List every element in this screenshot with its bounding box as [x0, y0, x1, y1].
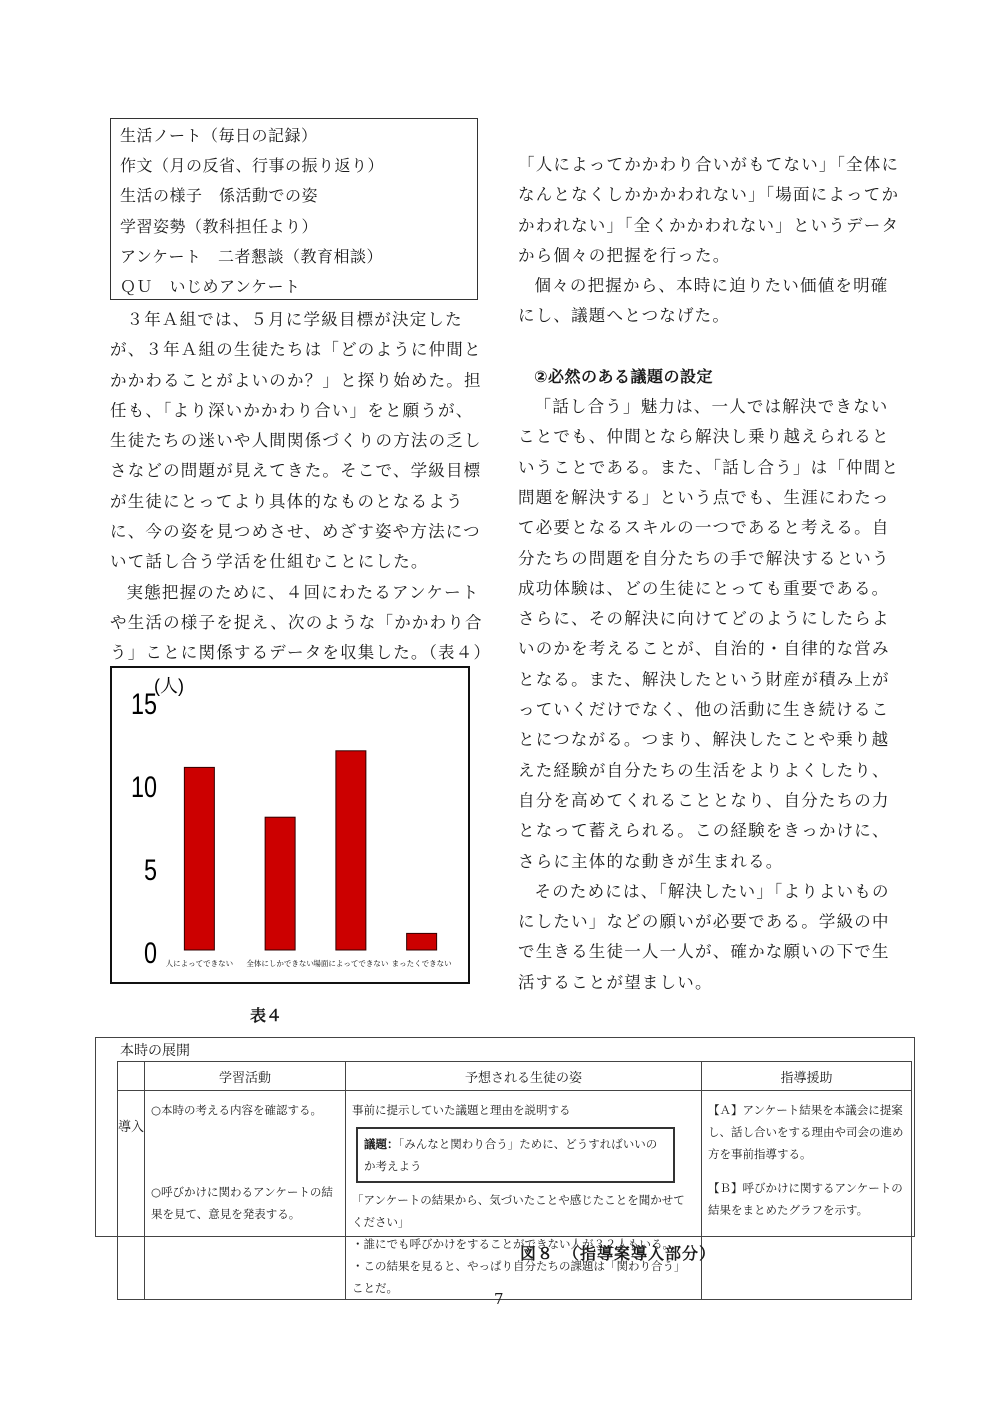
- paragraph: 実態把握のために、４回にわたるアンケートや生活の様子を捉え、次のような「かかわり合う」ことに関係するデータを収集した。（表４）: [110, 582, 492, 663]
- chart-canvas: [112, 668, 467, 981]
- data-source-line: 生活の様子 係活動での姿: [120, 186, 319, 206]
- bar-chart: [110, 666, 470, 984]
- data-source-line: 生活ノート（毎日の記録）: [120, 126, 318, 145]
- student-item: 「アンケートの結果から、気づいたことや感じたことを聞かせてください」: [352, 1193, 685, 1229]
- lesson-plan-table: [117, 1061, 912, 1300]
- table-header: 指導援助: [702, 1062, 912, 1091]
- issue-text: 「みんなと関わり合う」ために、どうすればいいのか考えよう: [364, 1137, 658, 1173]
- data-source-line: 作文（月の反省、行事の振り返り）: [120, 156, 385, 176]
- bar-3: [336, 751, 366, 950]
- right-column-text: [518, 150, 903, 998]
- table-header-row: [118, 1062, 912, 1091]
- lesson-plan-title: 本時の展開: [120, 1043, 190, 1059]
- table-row: [118, 1091, 912, 1300]
- y-unit-label: (人): [154, 676, 184, 696]
- x-category-label: まったくできない: [391, 959, 452, 968]
- stage-cell: 導入: [118, 1091, 145, 1300]
- activity-item: ○本時の考える内容を確認する。: [151, 1103, 323, 1117]
- paragraph: 「人によってかかわり合いがもてない」「全体になんとなくしかかかわれない」「場面によってかかわれない」「全くかかわれない」というデータから個々の把握を行った。: [518, 155, 900, 265]
- y-tick-label: 15: [130, 687, 157, 721]
- support-item: 【Ａ】アンケート結果を本議会に提案し、話し合いをする理由や司会の進め方を事前指導する。: [708, 1103, 904, 1161]
- issue-key: 議題：: [364, 1137, 399, 1151]
- table-caption: 表４: [250, 1006, 283, 1025]
- student-item: ・誰にでも呼びかけをすることができない人が３２人もいる。: [352, 1237, 674, 1251]
- left-column-text: [110, 305, 492, 669]
- activity-item: ○呼びかけに関わるアンケートの結果を見て、意見を発表する。: [151, 1185, 333, 1221]
- x-category-label: 人によってできない: [165, 959, 234, 968]
- y-tick-label: 10: [130, 770, 157, 804]
- data-source-line: 学習姿勢（教科担任より）: [120, 216, 319, 236]
- table-header-empty: [118, 1062, 145, 1091]
- paragraph: 個々の把握から、本時に迫りたい価値を明確にし、議題へとつなげた。: [518, 276, 889, 326]
- paragraph: そのためには、「解決したい」「よりよいものにしたい」などの願いが必要である。学級の中で生きる生徒一人一人が、確かな願いの下で生活することが望ましい。: [518, 881, 890, 992]
- x-category-label: 全体にしかできない: [246, 959, 314, 968]
- bar-1: [184, 767, 214, 950]
- bar-2: [265, 817, 295, 950]
- spacer: [518, 332, 903, 362]
- data-source-box: [110, 118, 478, 300]
- support-item: 【Ｂ】呼びかけに関するアンケートの結果をまとめたグラフを示す。: [708, 1181, 903, 1217]
- activity-cell: [145, 1091, 346, 1300]
- paragraph: 「話し合う」魅力は、一人では解決できないことでも、仲間となら解決し乗り越えられるということである。また、「話し合う」は「仲間と問題を解決する」という点でも、生涯にわたって必要となるスキルの一つであると考える。自分たちの問題を自分たちの手で解決するという成功体験は、どの生徒にとっても重要である。さらに、その解決に向けてどのようにしたらよいのかを考えることが、自治的・自律的な営みとなる。また、解決したという財産が積み上がっていくだけでなく、他の活動に生き続けることにつながる。つまり、解決したことや乗り越えた経験が自分たちの生活をよりよくしたり、自分を高めてくれることとなり、自分たちの力となって蓄えられる。この経験をきっかけに、さらに主体的な動きが生まれる。: [518, 397, 900, 871]
- section-heading: ②必然のある議題の設定: [534, 366, 714, 386]
- x-category-label: 場面によってできない: [313, 959, 389, 968]
- paragraph: ３年Ａ組では、５月に学級目標が決定したが、３年Ａ組の生徒たちは「どのように仲間とかかわることがよいのか？」と探り始めた。担任も、「より深いかかわり合い」をと願うが、生徒たちの迷いや人間関係づくりの方法の乏しさなどの問題が見えてきた。そこで、学級目標が生徒にとってより具体的なものとなるように、今の姿を見つめさせ、めざす姿や方法について話し合う学活を仕組むことにした。: [110, 310, 482, 572]
- issue-box: [356, 1127, 675, 1183]
- y-tick-label: 5: [143, 853, 157, 887]
- student-item: 事前に提示していた議題と理由を説明する: [352, 1103, 571, 1117]
- data-source-line: アンケート 二者懇談（教育相談）: [120, 246, 384, 266]
- bar-4: [407, 933, 437, 950]
- table-header: 学習活動: [145, 1062, 346, 1091]
- student-cell: [346, 1091, 702, 1300]
- data-source-line: ＱＵ いじめアンケート: [120, 277, 301, 297]
- support-cell: [702, 1091, 912, 1300]
- student-item: ・この結果を見ると、やっぱり自分たちの課題は「関わり合う」ことだ。: [352, 1259, 686, 1295]
- figure-caption: 図８ （指導案導入部分）: [520, 1244, 717, 1263]
- table-header: 予想される生徒の姿: [346, 1062, 702, 1091]
- page-number: 7: [494, 1290, 504, 1308]
- y-tick-label: 0: [143, 936, 157, 970]
